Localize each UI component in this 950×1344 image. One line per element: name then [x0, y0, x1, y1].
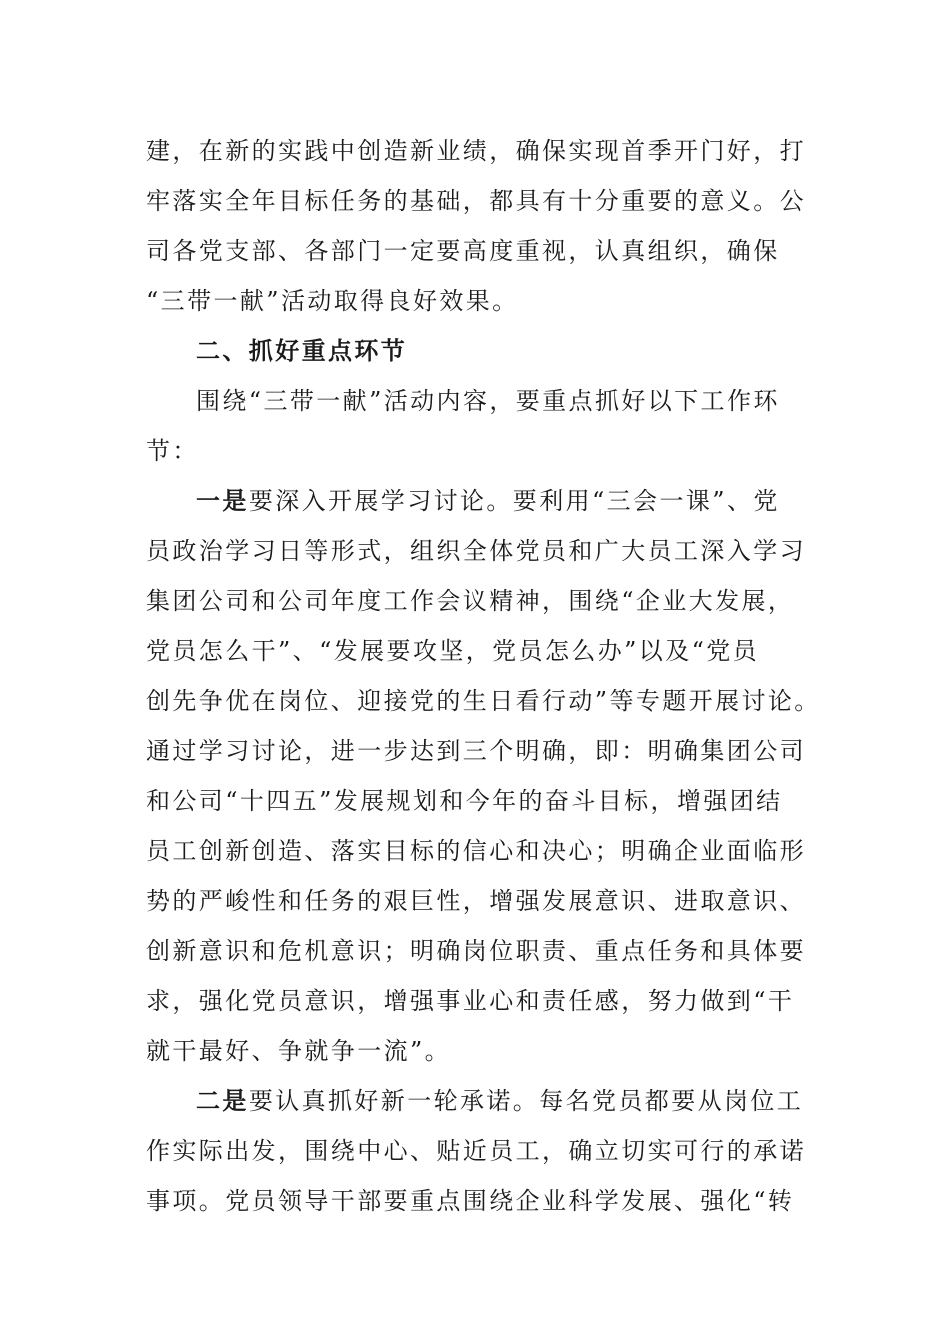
- paragraph-line: 员工创新创造、落实目标的信心和决心；明确企业面临形: [146, 837, 806, 865]
- item-text: 要深入开展学习讨论。要利用“三会一课”、党: [248, 487, 780, 515]
- paragraph-line: 集团公司和公司年度工作会议精神，围绕“企业大发展，: [146, 587, 795, 615]
- paragraph-line: 作实际出发，围绕中心、贴近员工，确立切实可行的承诺: [146, 1137, 806, 1165]
- paragraph-line: 牢落实全年目标任务的基础，都具有十分重要的意义。公: [146, 187, 806, 215]
- paragraph-line: 通过学习讨论，进一步达到三个明确，即：明确集团公司: [146, 737, 806, 765]
- paragraph-line: 节：: [146, 437, 199, 465]
- paragraph-line: 围绕“三带一献”活动内容，要重点抓好以下工作环: [196, 387, 780, 415]
- item-lead: 二是: [196, 1087, 249, 1115]
- paragraph-line: 党员怎么干”、“发展要攻坚，党员怎么办”以及“党员: [146, 637, 760, 665]
- paragraph-line: 创新意识和危机意识；明确岗位职责、重点任务和具体要: [146, 937, 806, 965]
- item-first-line: [196, 1086, 803, 1116]
- section-heading: 二、抓好重点环节: [196, 336, 408, 365]
- item-first-line: [196, 486, 780, 516]
- paragraph-line: 创先争优在岗位、迎接党的生日看行动”等专题开展讨论。: [146, 687, 821, 715]
- paragraph-line: 事项。党员领导干部要重点围绕企业科学发展、强化“转: [146, 1187, 795, 1215]
- paragraph-line: 就干最好、争就争一流”。: [146, 1037, 452, 1065]
- paragraph-line: 员政治学习日等形式，组织全体党员和广大员工深入学习: [146, 537, 806, 565]
- item-text: 要认真抓好新一轮承诺。每名党员都要从岗位工: [248, 1087, 804, 1115]
- paragraph-line: “三带一献”活动取得良好效果。: [146, 287, 519, 315]
- paragraph-line: 和公司“十四五”发展规划和今年的奋斗目标，增强团结: [146, 787, 783, 815]
- paragraph-line: 势的严峻性和任务的艰巨性，增强发展意识、进取意识、: [146, 887, 806, 915]
- paragraph-line: 司各党支部、各部门一定要高度重视，认真组织，确保: [146, 237, 780, 265]
- paragraph-line: 求，强化党员意识，增强事业心和责任感，努力做到“干: [146, 987, 795, 1015]
- item-lead: 一是: [196, 487, 249, 515]
- paragraph-line: 建，在新的实践中创造新业绩，确保实现首季开门好，打: [146, 137, 806, 165]
